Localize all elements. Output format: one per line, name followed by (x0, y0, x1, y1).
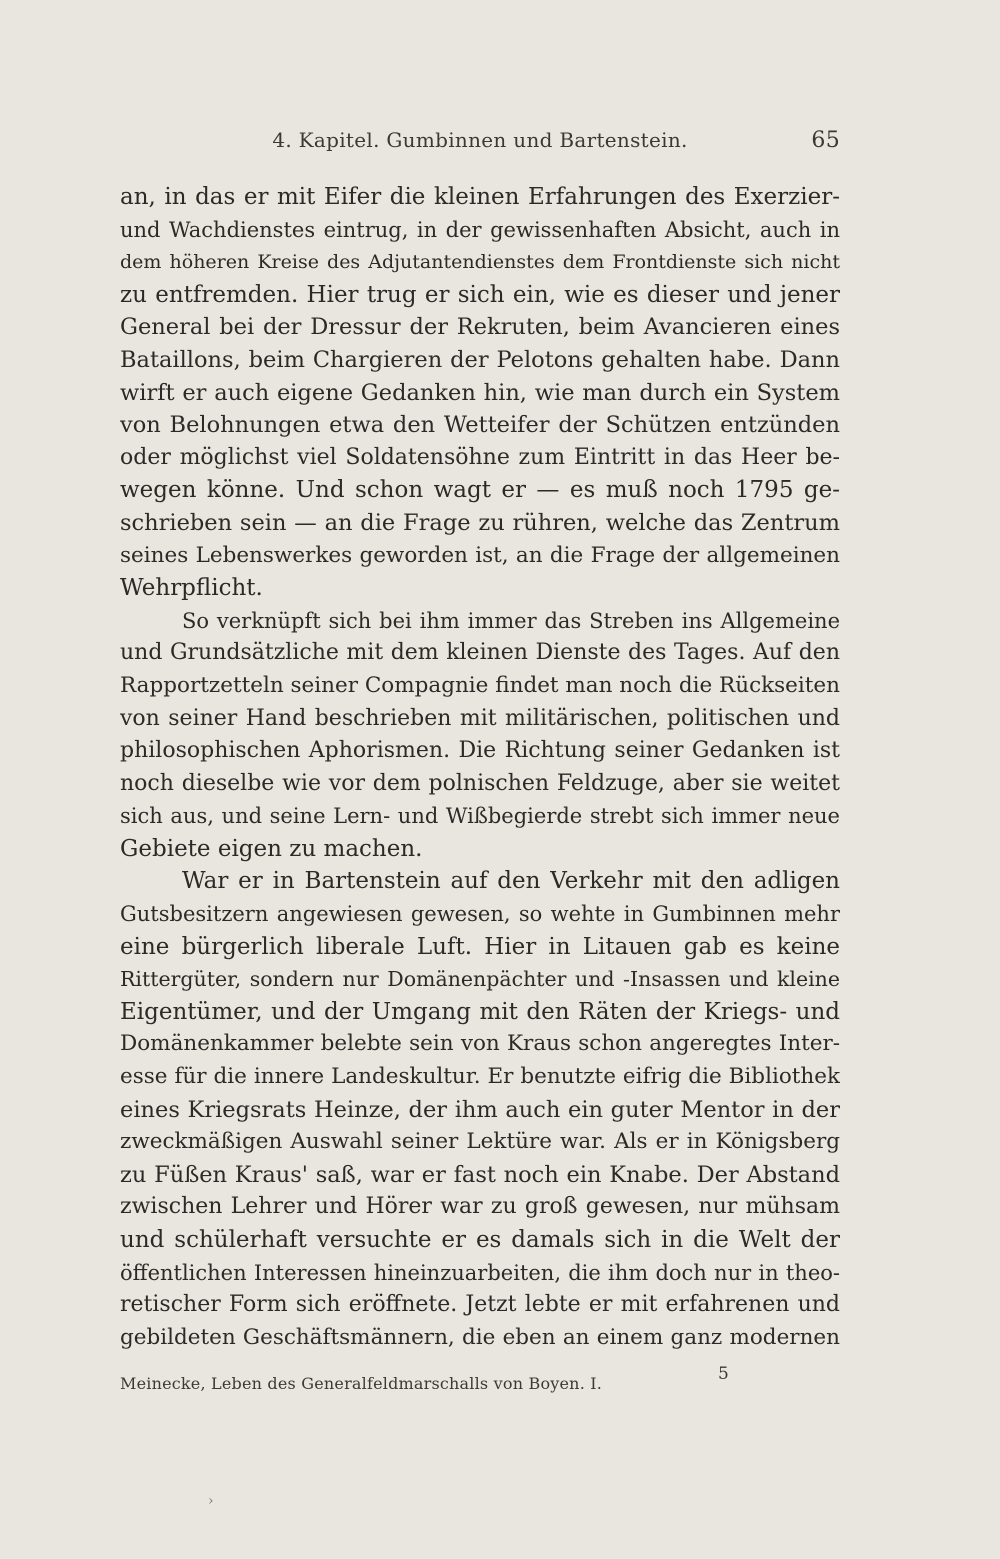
signature-number: 5 (718, 1364, 729, 1384)
text-line: sich aus, und seine Lern- und Wißbegierde strebt sich immer neue (120, 804, 840, 829)
text-line: zweckmäßigen Auswahl seiner Lektüre war. Als er in Königsberg (120, 1129, 840, 1155)
text-line: seines Lebenswerkes geworden ist, an die Frage der allgemeinen (120, 542, 840, 568)
text-line: und Grundsätzliche mit dem kleinen Dienste des Tages. Auf den (120, 640, 840, 666)
text-line: eines Kriegsrats Heinze, der ihm auch ein guter Mentor in der (120, 1096, 840, 1123)
text-line: zu Füßen Kraus' saß, war er fast noch ein Knabe. Der Abstand (120, 1161, 840, 1188)
text-line: So verknüpft sich bei ihm immer das Streben ins Allgemeine (182, 608, 840, 633)
body-text (120, 181, 840, 1354)
text-line: General bei der Dressur der Rekruten, beim Avancieren eines (120, 314, 840, 341)
running-title: 4. Kapitel. Gumbinnen und Bartenstein. (272, 128, 688, 152)
text-line: von seiner Hand beschrieben mit militärischen, politischen und (120, 705, 840, 731)
page-header (120, 128, 840, 158)
text-line: wirft er auch eigene Gedanken hin, wie man durch ein System (120, 379, 840, 406)
text-line: eine bürgerlich liberale Luft. Hier in Litauen gab es keine (120, 933, 840, 960)
text-line: Bataillons, beim Chargieren der Pelotons gehalten habe. Dann (120, 346, 840, 373)
text-line: und Wachdienstes eintrug, in der gewissenhaften Absicht, auch in (120, 217, 840, 242)
text-line: noch dieselbe wie vor dem polnischen Feldzuge, aber sie weitet (120, 770, 840, 796)
text-line: Domänenkammer belebte sein von Kraus schon angeregtes Inter- (120, 1031, 840, 1057)
text-line: gebildeten Geschäftsmännern, die eben an einem ganz modernen (120, 1324, 840, 1350)
text-line: zu entfremden. Hier trug er sich ein, wie es dieser und jener (120, 281, 840, 308)
text-line: esse für die innere Landeskultur. Er benutzte eifrig die Bibliothek (120, 1064, 840, 1090)
stray-mark: › (208, 1493, 214, 1509)
text-line: wegen könne. Und schon wagt er — es muß noch 1795 ge- (120, 477, 840, 504)
text-line: zwischen Lehrer und Hörer war zu groß gewesen, nur mühsam (120, 1194, 840, 1220)
text-line: oder möglichst viel Soldatensöhne zum Eintritt in das Heer be- (120, 444, 840, 470)
text-line: retischer Form sich eröffnete. Jetzt lebte er mit erfahrenen und (120, 1292, 840, 1318)
text-line: Wehrpflicht. (120, 575, 263, 602)
text-line: Gebiete eigen zu machen. (120, 835, 423, 862)
text-line: schrieben sein — an die Frage zu rühren, welche das Zentrum (120, 509, 840, 536)
text-line: Rapportzetteln seiner Compagnie findet man noch die Rückseiten (120, 672, 840, 698)
text-line: Rittergüter, sondern nur Domänenpächter und -Insassen und kleine (120, 967, 840, 992)
text-line: Eigentümer, und der Umgang mit den Räten der Kriegs- und (120, 998, 840, 1025)
text-line: philosophischen Aphorismen. Die Richtung seiner Gedanken ist (120, 738, 840, 764)
text-line: von Belohnungen etwa den Wetteifer der Schützen entzünden (120, 412, 840, 439)
page-footer (120, 1364, 840, 1394)
text-line: und schülerhaft versuchte er es damals sich in die Welt der (120, 1227, 840, 1253)
page-number: 65 (811, 128, 840, 153)
text-line: War er in Bartenstein auf den Verkehr mit den adligen (182, 868, 840, 895)
text-line: dem höheren Kreise des Adjutantendienstes dem Frontdienste sich nicht (120, 251, 840, 274)
text-line: Gutsbesitzern angewiesen gewesen, so wehte in Gumbinnen mehr (120, 902, 840, 927)
text-line: an, in das er mit Eifer die kleinen Erfahrungen des Exerzier- (120, 184, 840, 210)
signature-line: Meinecke, Leben des Generalfeldmarschalls von Boyen. I. (120, 1374, 603, 1393)
text-line: öffentlichen Interessen hineinzuarbeiten, die ihm doch nur in theo- (120, 1260, 840, 1285)
